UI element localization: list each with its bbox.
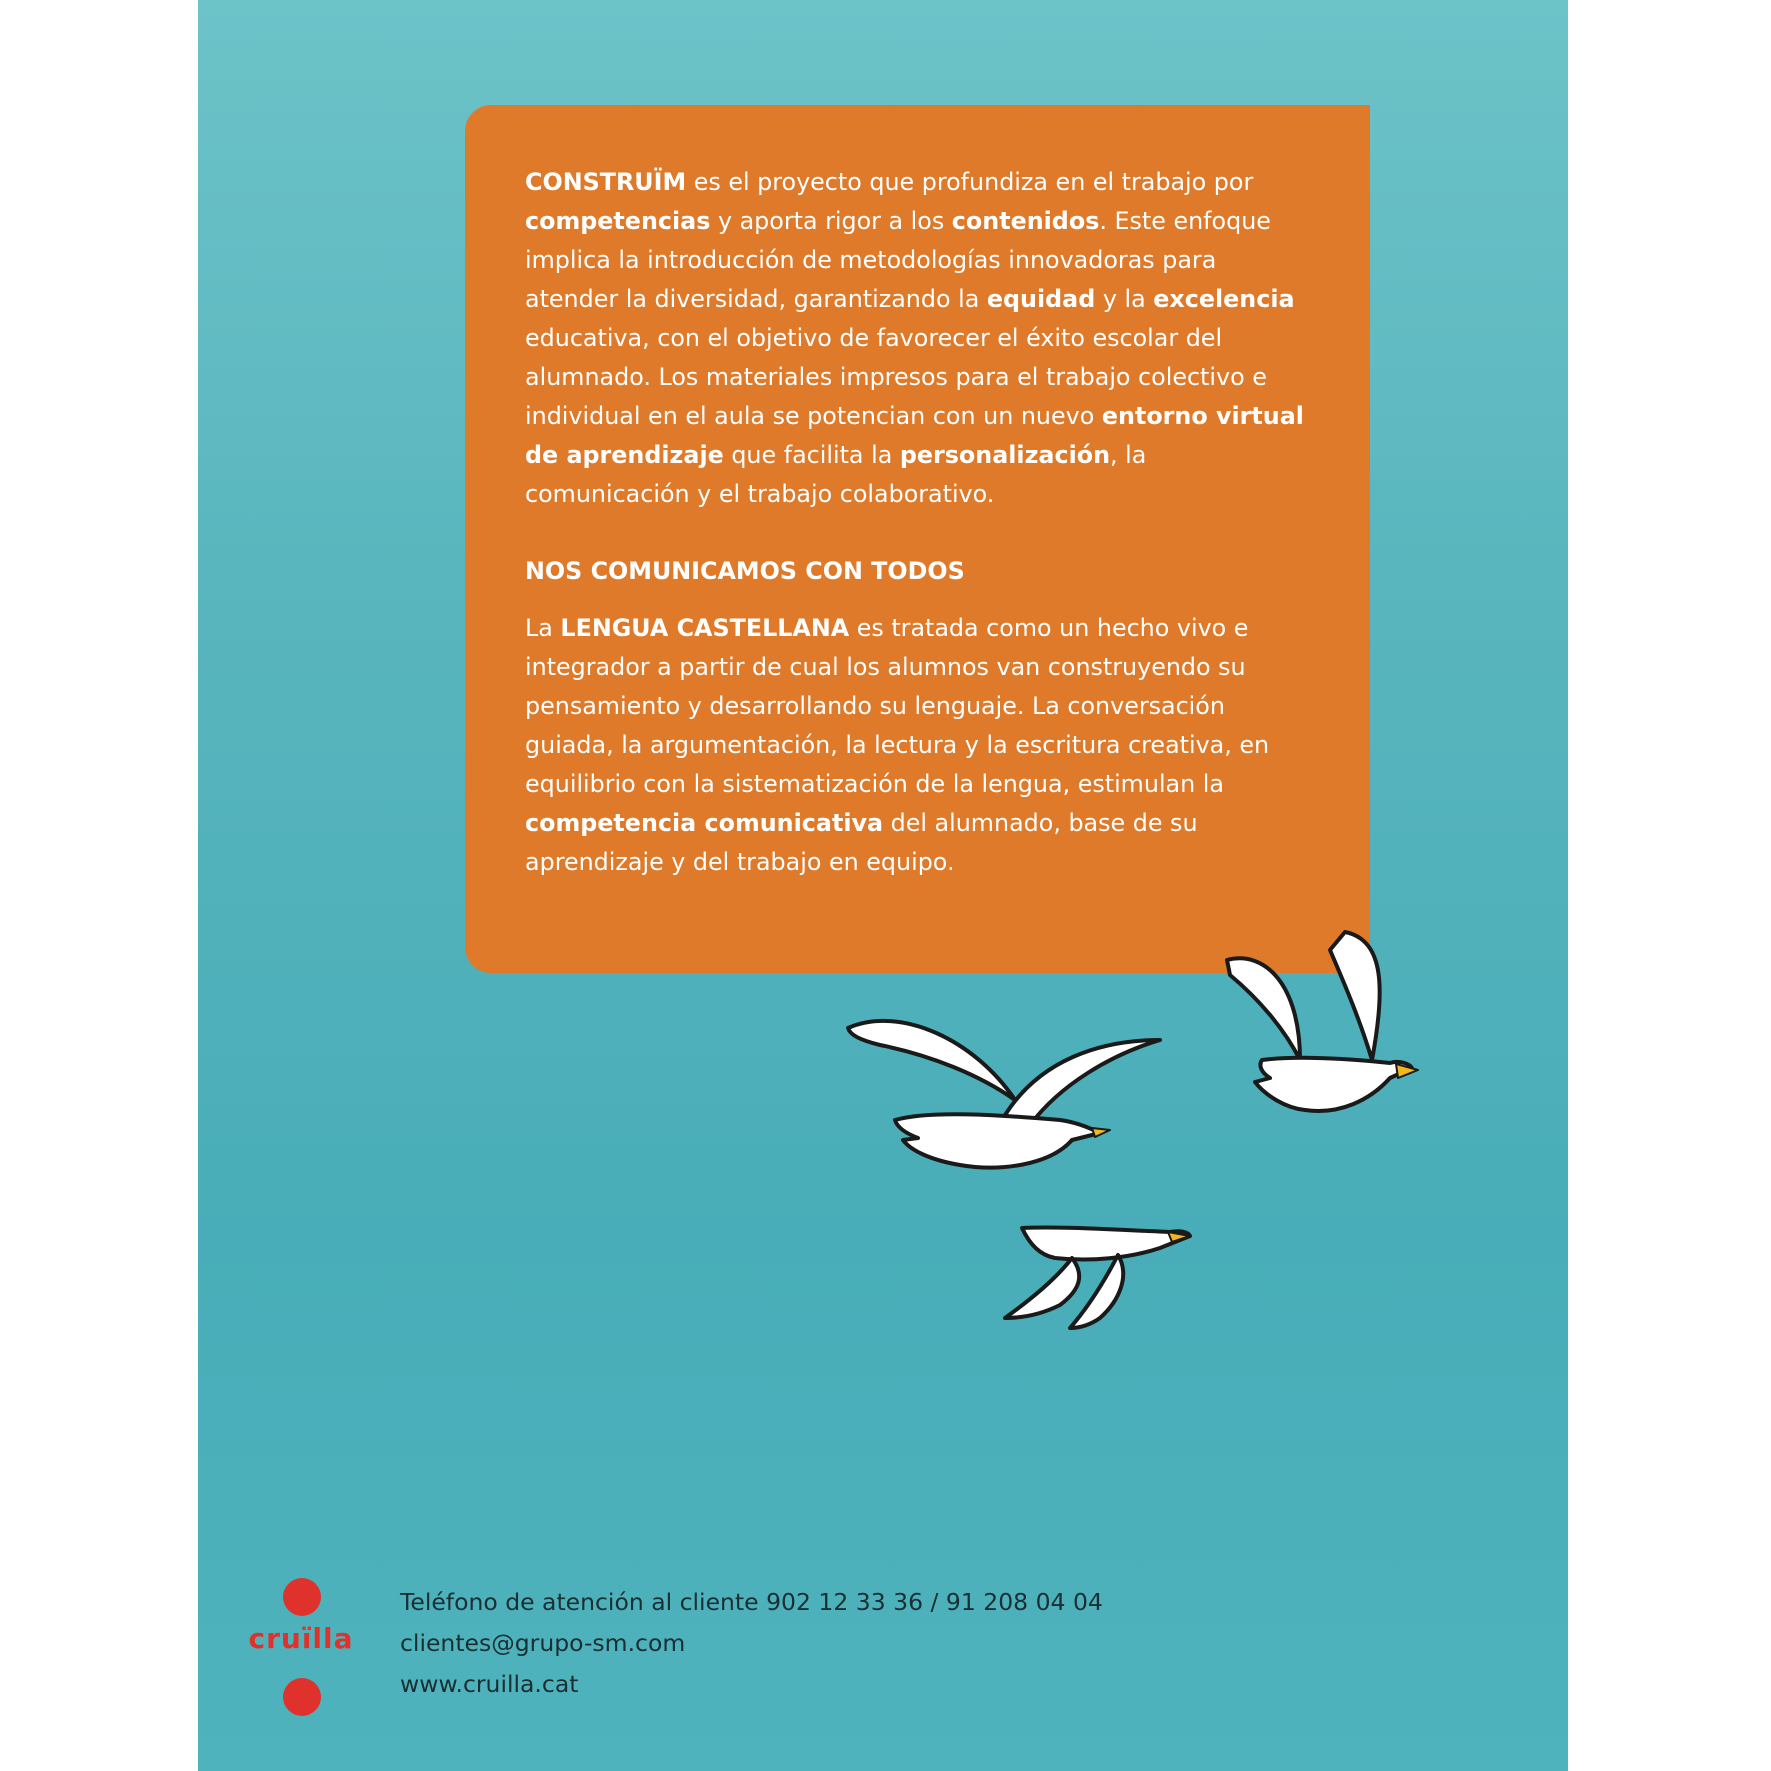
website-line: www.cruilla.cat xyxy=(400,1670,579,1698)
text-span: educativa, con el objetivo de favorecer el éxito escolar del alumnado. Los materiales impresos para el trabajo colectivo e individual en el aula se potencian con un nuevo xyxy=(525,324,1267,430)
bold-term: personalización xyxy=(899,441,1111,469)
bold-term: excelencia xyxy=(1153,285,1295,313)
bold-term: competencia comunicativa xyxy=(525,809,884,837)
text-span: y aporta rigor a los xyxy=(710,207,952,235)
bold-term: contenidos xyxy=(951,207,1100,235)
section-heading: NOS COMUNICAMOS CON TODOS xyxy=(525,557,965,585)
text-span: . Este enfoque implica la introducción de metodologías innovadoras para atender la diversidad, garantizando la xyxy=(525,207,1271,313)
logo-wordmark: cruïlla xyxy=(248,1622,354,1655)
contact-info xyxy=(400,1582,1103,1705)
text-span: y la xyxy=(1095,285,1154,313)
bold-term: competencias xyxy=(525,207,711,235)
text-span: es el proyecto que profundiza en el trabajo por xyxy=(686,168,1254,196)
text-span: es tratada como un hecho vivo e integrador a partir de cual los alumnos van construyendo su pensamiento y desarrollando su lenguaje. La conversación guiada, la argumentación, la lectura y la escritura creativa, en equilibrio con la sistematización de la lengua, estimulan la xyxy=(525,614,1270,798)
bold-term: equidad xyxy=(986,285,1096,313)
seagull-icon xyxy=(1005,1227,1190,1328)
project-name: CONSTRUÏM xyxy=(525,168,687,196)
seagull-icon xyxy=(848,1021,1160,1168)
publisher-logo xyxy=(246,1570,356,1710)
text-span: La xyxy=(525,614,561,642)
text-span: que facilita la xyxy=(723,441,900,469)
bold-term: entorno virtual de aprendizaje xyxy=(525,402,1304,469)
text-span: del alumnado, base de su aprendizaje y del trabajo en equipo. xyxy=(525,809,1198,876)
logo-dot-top xyxy=(283,1578,321,1616)
seagull-icon xyxy=(1227,932,1418,1111)
logo-dot-bottom xyxy=(283,1678,321,1716)
phone-line: Teléfono de atención al cliente 902 12 33 36 / 91 208 04 04 xyxy=(400,1588,1103,1616)
text-span: , la comunicación y el trabajo colaborativo. xyxy=(525,441,1147,508)
email-line: clientes@grupo-sm.com xyxy=(400,1629,686,1657)
subject-name: LENGUA CASTELLANA xyxy=(560,614,850,642)
